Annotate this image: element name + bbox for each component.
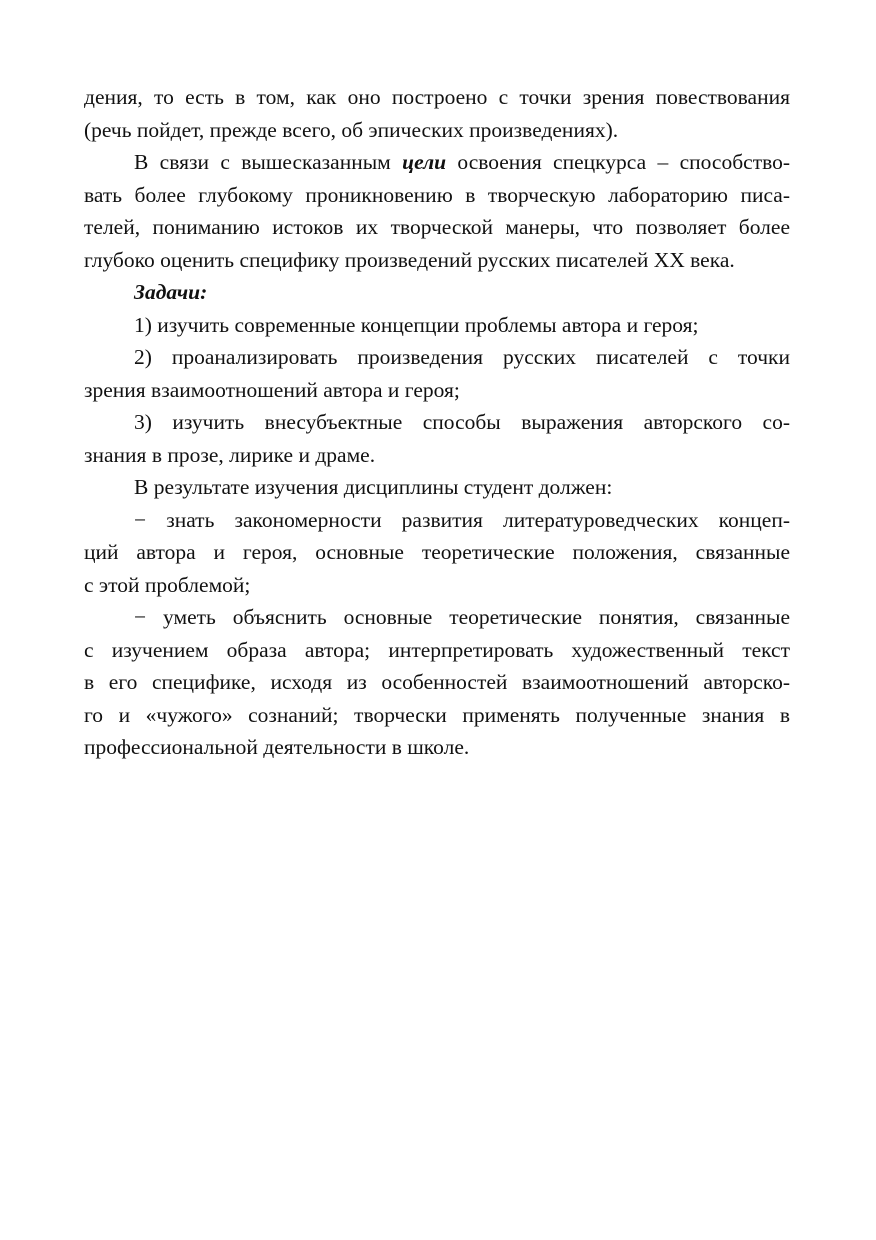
text-line: в его специфике, исходя из особенностей взаимоотношений авторско- (84, 670, 790, 694)
task-item-3 (84, 406, 790, 471)
result-item-know (84, 504, 790, 602)
text-line: 3) изучить внесубъектные способы выражения авторского со- (134, 410, 790, 434)
emphasis-goals: цели (402, 150, 447, 174)
task-item-2 (84, 341, 790, 406)
text-segment: В связи с вышесказанным (134, 150, 403, 174)
text-line: профессиональной деятельности в школе. (84, 735, 470, 759)
text-line: ций автора и героя, основные теоретические положения, связанные (84, 540, 790, 564)
text-line: В результате изучения дисциплины студент должен: (134, 475, 613, 499)
text-line: дения, то есть в том, как оно построено с точки зрения повествования (84, 85, 790, 109)
text-line: с этой проблемой; (84, 572, 251, 597)
text-line: знания в прозе, лирике и драме. (84, 442, 376, 467)
text-line: зрения взаимоотношений автора и героя; (84, 377, 460, 402)
tasks-heading: Задачи: (134, 280, 208, 304)
text-line: 2) проанализировать произведения русских писателей с точки (134, 345, 790, 369)
text-line: 1) изучить современные концепции проблемы автора и героя; (134, 312, 699, 337)
document-page (84, 81, 790, 764)
result-item-can (84, 601, 790, 764)
paragraph-result-intro (84, 471, 790, 504)
text-line (84, 146, 790, 179)
text-line: вать более глубокому проникновению в творческую лабораторию писа- (84, 182, 790, 207)
text-line: го и «чужого» сознаний; творчески применять полученные знания в (84, 702, 790, 727)
text-line: глубоко оценить специфику произведений русских писателей XX века. (84, 247, 735, 272)
text-segment: освоения спецкурса – способство- (446, 150, 791, 174)
text-line: телей, пониманию истоков их творческой манеры, что позволяет более (84, 215, 790, 239)
paragraph-goals (84, 146, 790, 276)
tasks-heading-block (84, 276, 790, 309)
text-line: (речь пойдет, прежде всего, об эпических произведениях). (84, 117, 619, 142)
task-item-1 (84, 309, 790, 342)
text-line: − уметь объяснить основные теоретические понятия, связанные (134, 605, 790, 629)
paragraph-intro (84, 81, 790, 146)
text-line: с изучением образа автора; интерпретировать художественный текст (84, 637, 790, 662)
text-line: − знать закономерности развития литературоведческих концеп- (134, 507, 790, 532)
